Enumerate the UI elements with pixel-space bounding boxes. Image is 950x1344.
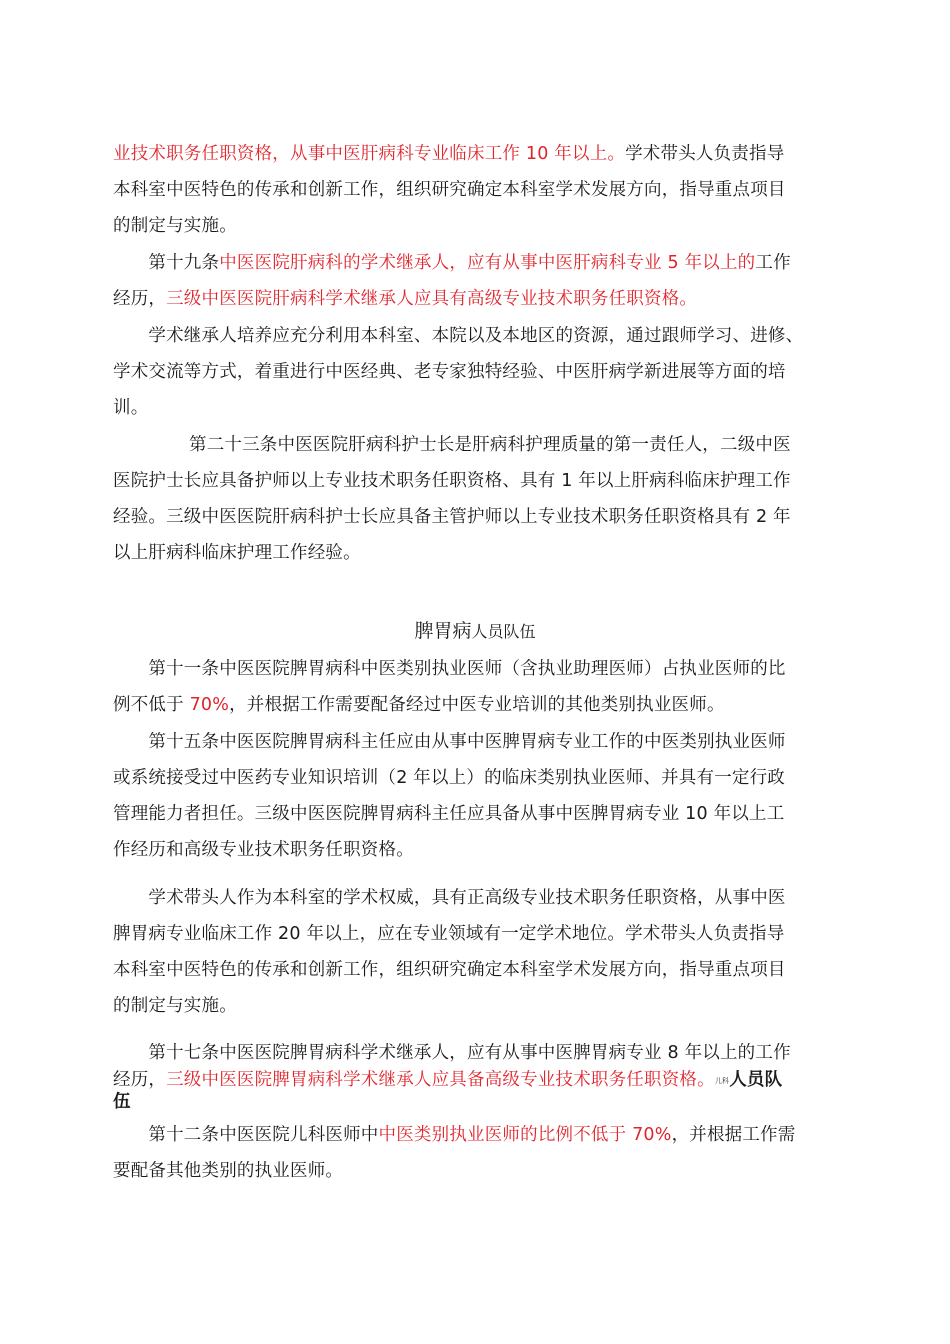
text-line — [113, 1037, 848, 1069]
text-span: ，并根据工作需 — [671, 1125, 796, 1145]
text-line: 学术交流等方式，着重进行中医经典、老专家独特经验、中医肝病学新进展等方面的培 — [113, 362, 786, 382]
text-span: 经历， — [113, 289, 167, 309]
text-line — [113, 1069, 848, 1091]
heading-fragment: 人员队 — [729, 1070, 783, 1090]
text-line: 或系统接受过中医药专业知识培训（2 年以上）的临床类别执业医师、并具有一定行政 — [113, 768, 785, 788]
text-span: 第十七条中医医院脾胃病科学术继承人，应有从事中医脾胃病专业 8 年以上的工作 — [148, 1043, 791, 1063]
text-line: 以上肝病科临床护理工作经验。 — [113, 543, 361, 563]
text-line — [113, 687, 848, 723]
text-line: 作经历和高级专业技术职务任职资格。 — [113, 840, 414, 860]
paragraph-article-19 — [113, 245, 848, 317]
highlighted-text: 三级中医医院脾胃病科学术继承人应具备高级专业技术职务任职资格。 — [166, 1070, 715, 1090]
text-span: 第十五条中医医院脾胃病科主任应由从事中医脾胃病专业工作的中医类别执业医师 — [148, 732, 786, 752]
text-line — [113, 136, 848, 172]
heading-small-text: 人员队伍 — [471, 622, 536, 641]
text-span: 第十二条中医医院儿科医师中 — [148, 1125, 379, 1145]
text-line: 医院护士长应具备护师以上专业技术职务任职资格、具有 1 年以上肝病科临床护理工作 — [113, 471, 791, 491]
text-line — [113, 318, 848, 354]
paragraph-successor-training — [113, 318, 848, 426]
highlighted-text: 三级中医医院肝病科学术继承人应具有高级专业技术职务任职资格。 — [166, 289, 698, 309]
text-span: 经历， — [113, 1070, 167, 1090]
text-line — [113, 651, 848, 687]
section-heading-spleen-stomach — [0, 616, 950, 647]
text-line: 要配备其他类别的执业医师。 — [113, 1161, 344, 1181]
paragraph-academic-leader — [113, 880, 848, 1024]
text-line — [113, 724, 848, 760]
text-span: ，并根据工作需要配备经过中医专业培训的其他类别执业医师。 — [229, 695, 725, 715]
text-line: 的制定与实施。 — [113, 996, 237, 1016]
highlighted-text: 中医医院肝病科的学术继承人，应有从事中医肝病科专业 5 年以上的 — [219, 253, 756, 273]
highlighted-text: 中医类别执业医师的比例不低于 70% — [378, 1125, 672, 1145]
tiny-heading-text: 儿科 — [714, 1077, 730, 1085]
paragraph-article-15 — [113, 724, 848, 868]
text-line: 训。 — [113, 398, 149, 418]
paragraph-article-11 — [113, 651, 848, 723]
text-span: 第二十三条中医医院肝病科护士长是肝病科护理质量的第一责任人，二级中医 — [189, 435, 791, 455]
paragraph-article-17 — [113, 1037, 848, 1113]
text-line: 伍 — [113, 1092, 131, 1112]
text-line: 脾胃病专业临床工作 20 年以上，应在专业领域有一定学术地位。学术带头人负责指导 — [113, 924, 785, 944]
text-line — [113, 245, 848, 281]
text-span: 例不低于 — [113, 695, 190, 715]
text-line — [113, 281, 848, 317]
paragraph-article-23 — [113, 427, 848, 571]
paragraph-article-12-pediatrics — [113, 1117, 848, 1189]
text-span: 第十九条 — [148, 253, 220, 273]
paragraph-leader-continued — [113, 136, 848, 244]
heading-main-text: 脾胃病 — [414, 620, 472, 642]
text-line — [113, 427, 848, 463]
text-line: 本科室中医特色的传承和创新工作，组织研究确定本科室学术发展方向，指导重点项目 — [113, 180, 786, 200]
text-line — [113, 1117, 848, 1153]
text-span: 第十一条中医医院脾胃病科中医类别执业医师（含执业助理医师）占执业医师的比 — [148, 659, 786, 679]
text-span: 工作 — [755, 253, 791, 273]
text-span: 学术带头人作为本科室的学术权威，具有正高级专业技术职务任职资格，从事中医 — [148, 888, 786, 908]
text-line: 管理能力者担任。三级中医医院脾胃病科主任应具备从事中医脾胃病专业 10 年以上工 — [113, 804, 785, 824]
text-span: 学术继承人培养应充分利用本科室、本院以及本地区的资源，通过跟师学习、进修、 — [148, 326, 804, 346]
text-line: 经验。三级中医医院肝病科护士长应具备主管护师以上专业技术职务任职资格具有 2 年 — [113, 507, 791, 527]
highlighted-text: 业技术职务任职资格，从事中医肝病科专业临床工作 10 年以上。 — [113, 144, 626, 164]
highlighted-text: 70% — [189, 695, 230, 715]
text-line: 的制定与实施。 — [113, 216, 237, 236]
text-line: 本科室中医特色的传承和创新工作，组织研究确定本科室学术发展方向，指导重点项目 — [113, 960, 786, 980]
text-span: 学术带头人负责指导 — [625, 144, 785, 164]
text-line — [113, 880, 848, 916]
